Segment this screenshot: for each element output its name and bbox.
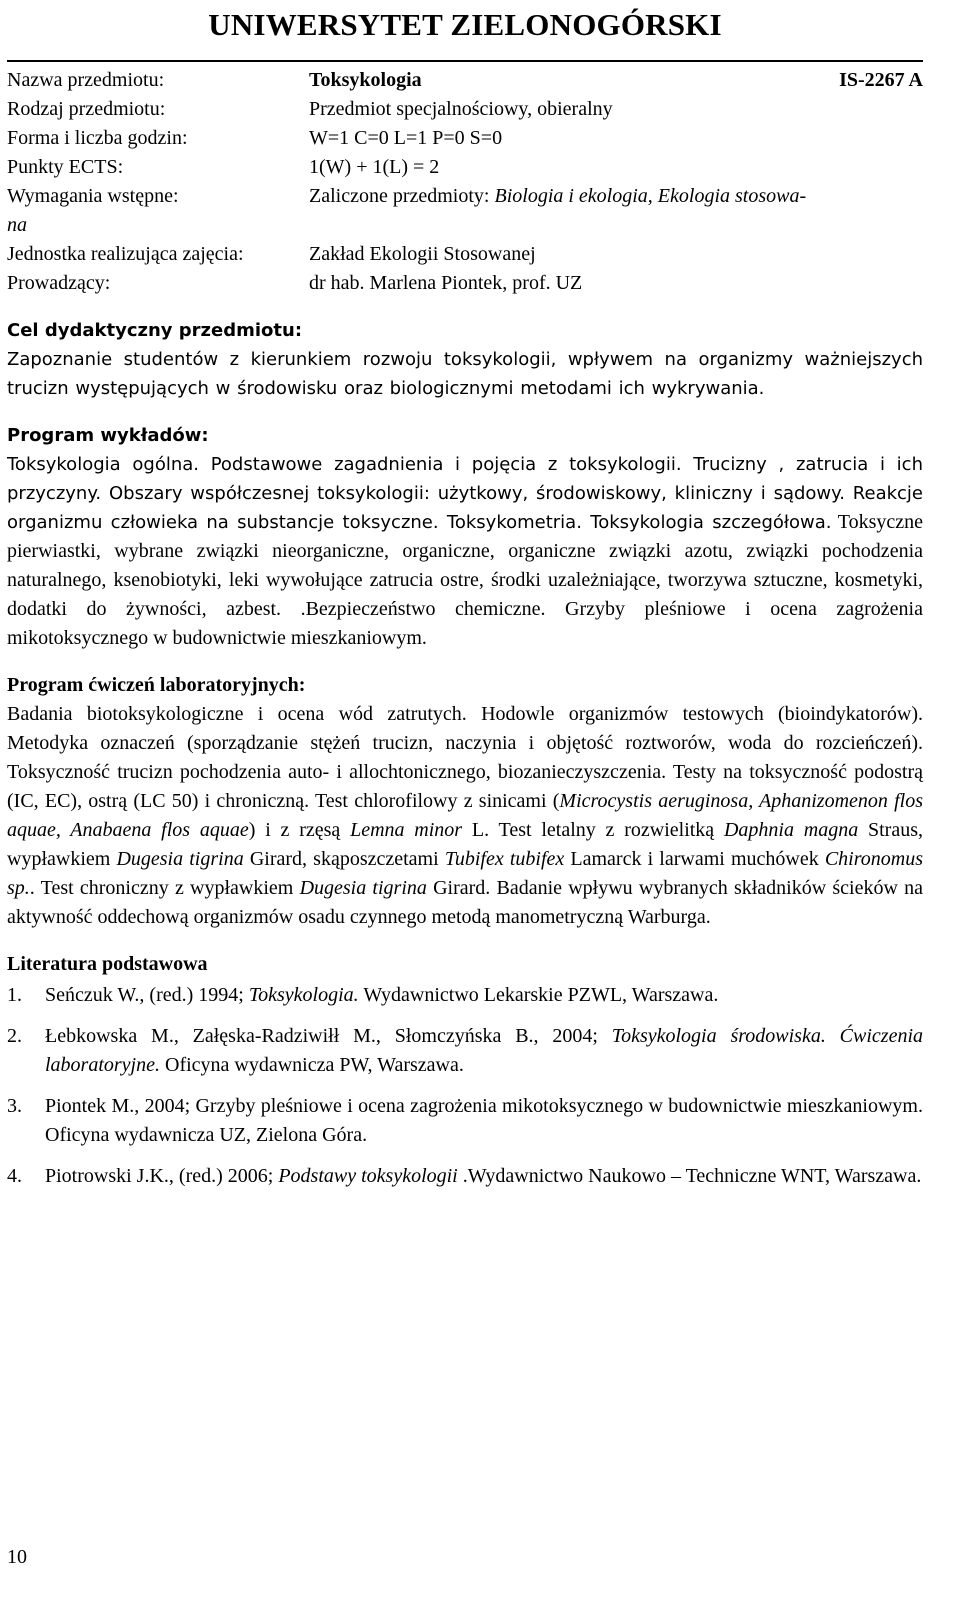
section-lectures (7, 421, 923, 653)
meta-label: Prowadzący: (7, 272, 111, 294)
meta-row-prereq (7, 182, 923, 211)
meta-value: Zakład Ekologii Stosowanej (309, 243, 536, 265)
section-heading: Program ćwiczeń laboratoryjnych: (7, 674, 306, 696)
section-text: Badania biotoksykologiczne i ocena wód zatrutych. Hodowle organizmów testowych (bioindykatorów). Metodyka oznaczeń (sporządzanie stężeń trucizn, naczynia i objętość roztworów, woda do rozcieńczeń). Toksyczność trucizn pochodzenia auto- i allochtonicznego, biozanieczyszczenia. Testy na toksyczność podostrą (IC, EC), ostrą (LC 50) i chroniczną. Test chlorofilowy z sinicami (Microcystis aeruginosa, Aphanizomenon flos aquae, Anabaena flos aquae) i z rzęsą Lemna minor L. Test letalny z rozwielitką Daphnia magna Straus, wypławkiem Dugesia tigrina Girard, skąposzczetami Tubifex tubifex Lamarck i larwami muchówek Chironomus sp.. Test chroniczny z wypławkiem Dugesia tigrina Girard. Badanie wpływu wybranych składników ścieków na aktywność oddechową organizmów osadu czynnego metodą manometryczną Warburga. (7, 703, 924, 928)
section-literature (7, 950, 923, 1191)
meta-label: Jednostka realizująca zajęcia: (7, 243, 244, 265)
meta-label: Nazwa przedmiotu: (7, 69, 165, 91)
page-number: 10 (7, 1546, 27, 1568)
prereq-prefix: Zaliczone przedmioty: (309, 185, 495, 207)
section-goal (7, 316, 923, 403)
course-metadata (7, 66, 923, 298)
section-heading: Cel dydaktyczny przedmiotu: (7, 320, 303, 341)
section-text: Zapoznanie studentów z kierunkiem rozwoju toksykologii, wpływem na organizmy ważniejszych trucizn występujących w środowisku oraz biologicznymi metodami ich wykrywania. (7, 349, 923, 399)
literature-list (7, 981, 923, 1191)
list-item: 2. Łebkowska M., Załęska-Radziwiłł M., Słomczyńska B., 2004; Toksykologia środowiska. Ćwiczenia laboratoryjne. Oficyna wydawnicza PW, Warszawa. (7, 1025, 923, 1076)
lectures-text-detailed: Toksyczne pierwiastki, wybrane związki nieorganiczne, organiczne, organiczne związki azotu, związki pochodzenia naturalnego, ksenobiotyki, leki wywołujące zatrucia ostre, środki uzależniające, tworzywa sztuczne, kosmetyki, dodatki do żywności, azbest. .Bezpieczeństwo chemiczne. Grzyby pleśniowe i ocena zagrożenia mikotoksycznego w budownictwie mieszkaniowym. (7, 511, 923, 649)
meta-value (309, 182, 923, 211)
meta-row-unit (7, 240, 923, 269)
prereq-courses: Biologia i ekologia, Ekologia stosowa- (494, 185, 807, 207)
meta-row-lecturer (7, 269, 923, 298)
meta-label: Punkty ECTS: (7, 156, 124, 178)
meta-label: Rodzaj przedmiotu: (7, 98, 166, 120)
list-item: 1. Seńczuk W., (red.) 1994; Toksykologia. Wydawnictwo Lekarskie PZWL, Warszawa. (7, 984, 719, 1006)
meta-row-prereq-cont (7, 211, 923, 240)
prereq-continuation: na (7, 214, 27, 236)
list-item: 4. Piotrowski J.K., (red.) 2006; Podstawy toksykologii .Wydawnictwo Naukowo – Techniczne WNT, Warszawa. (7, 1165, 922, 1187)
meta-value: dr hab. Marlena Piontek, prof. UZ (309, 272, 583, 294)
meta-row-type (7, 95, 923, 124)
course-name: Toksykologia (309, 69, 422, 91)
meta-value: Przedmiot specjalnościowy, obieralny (309, 98, 613, 120)
university-title: UNIWERSYTET ZIELONOGÓRSKI (208, 7, 722, 42)
meta-row-ects (7, 153, 923, 182)
lectures-text-general: Toksykologia ogólna. Podstawowe zagadnienia i pojęcia z toksykologii. Trucizny , zatrucia i ich przyczyny. Obszary współczesnej toksykologii: użytkowy, środowiskowy, kliniczny i sądowy. Reakcje organizmu człowieka na substancje toksyczne. Toksykometria. Toksykologia szczegółowa. (7, 454, 923, 533)
document-page (7, 0, 923, 1203)
list-item: 3. Piontek M., 2004; Grzyby pleśniowe i ocena zagrożenia mikotoksycznego w budownictwie mieszkaniowym. Oficyna wydawnicza UZ, Zielona Góra. (7, 1095, 923, 1146)
section-labs (7, 671, 923, 932)
section-text (7, 450, 923, 653)
meta-label: Forma i liczba godzin: (7, 127, 188, 149)
meta-value: W=1 C=0 L=1 P=0 S=0 (309, 127, 503, 149)
meta-label: Wymagania wstępne: (7, 185, 179, 207)
title-divider (7, 60, 923, 62)
section-heading: Literatura podstawowa (7, 953, 208, 975)
course-code: IS-2267 A (839, 69, 923, 91)
meta-row-hours (7, 124, 923, 153)
section-heading: Program wykładów: (7, 425, 209, 446)
meta-value: 1(W) + 1(L) = 2 (309, 156, 440, 178)
meta-row-name (7, 66, 923, 95)
